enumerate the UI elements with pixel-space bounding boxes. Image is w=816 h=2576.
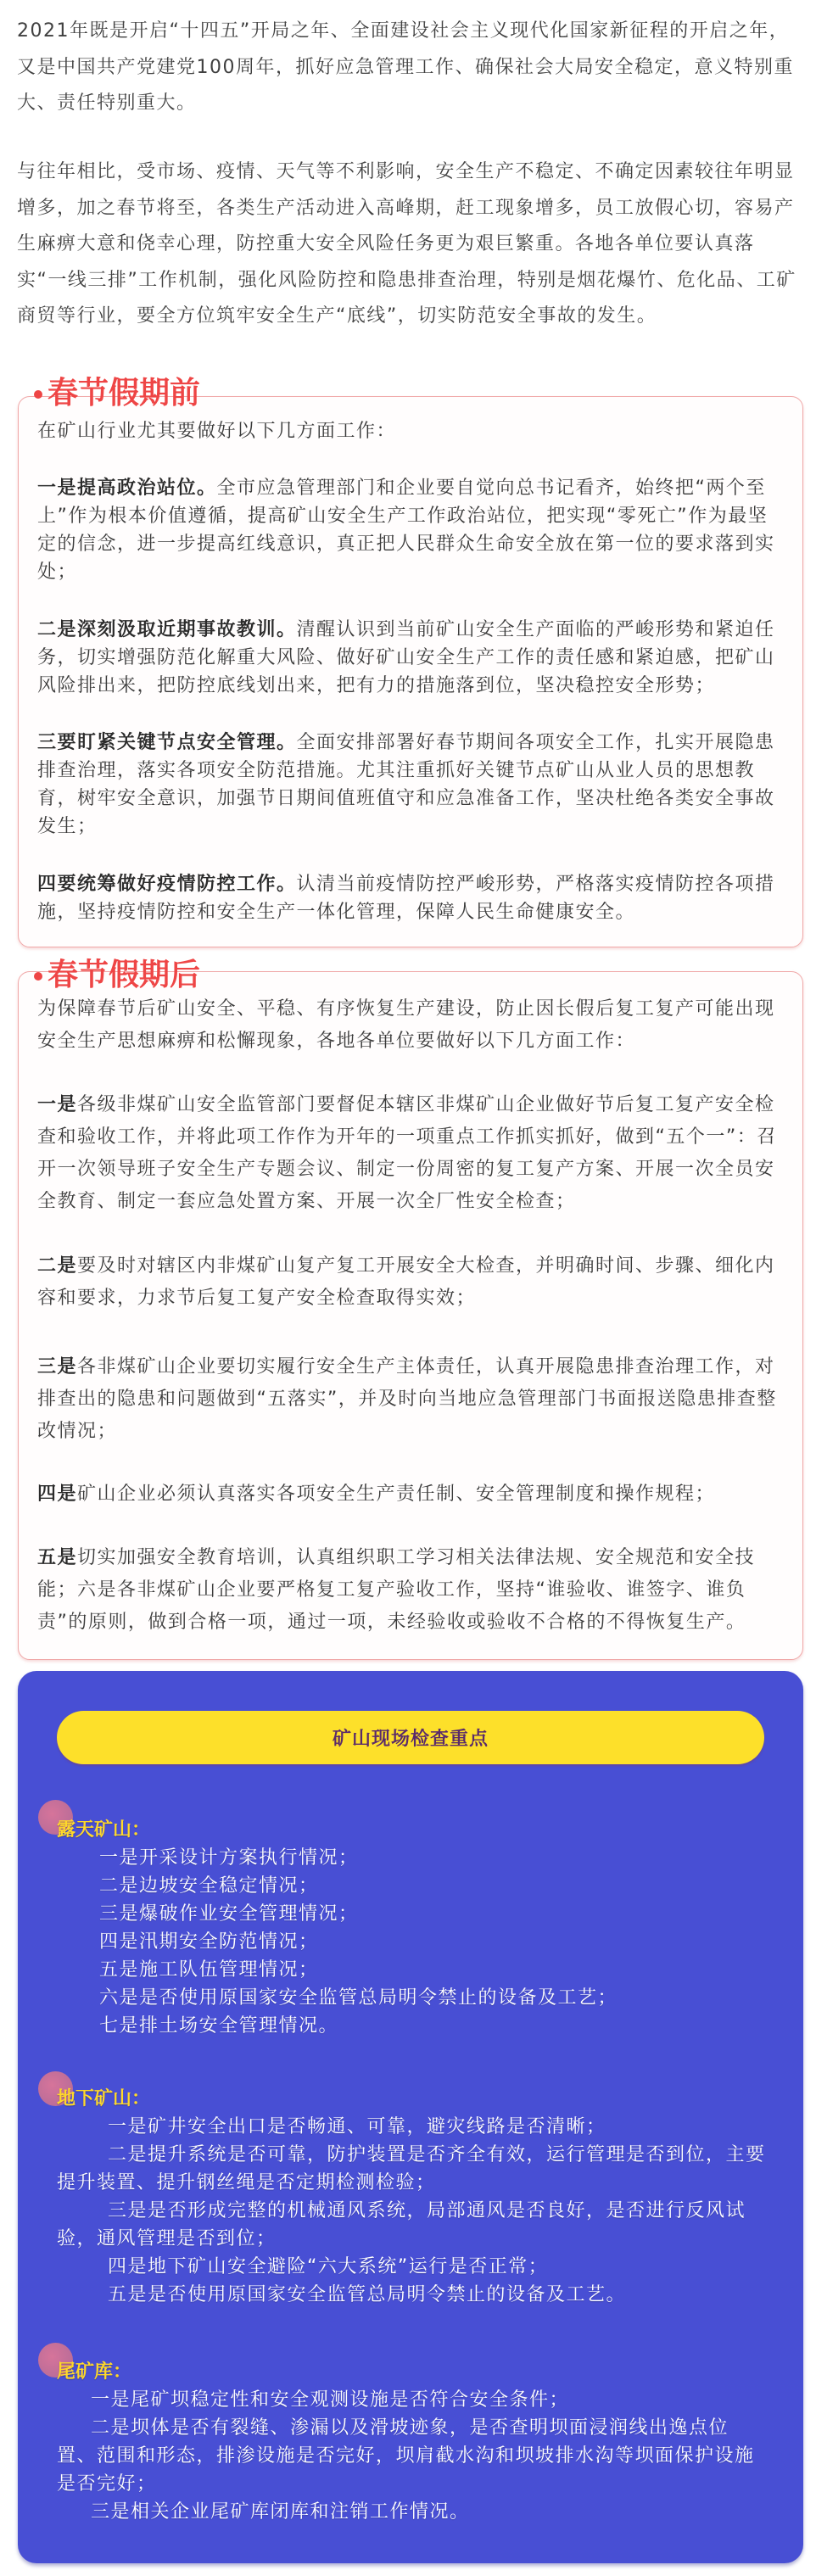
item-text: 要及时对辖区内非煤矿山复产复工开展安全大检查，并明确时间、步骤、细化内容和要求，力求节后复工复产安全检查取得实效； [37, 1255, 775, 1309]
list-item [37, 1089, 784, 1218]
underground-list [57, 2113, 766, 2309]
item-lead: 二是深刻汲取近期事故教训。 [37, 619, 297, 640]
list-item: 七是排土场安全管理情况。 [99, 2015, 339, 2037]
after-intro: 为保障春节后矿山安全、平稳、有序恢复生产建设，防止因长假后复工复产可能出现安全生产思想麻痹和松懈现象，各地各单位要做好以下几方面工作： [37, 998, 775, 1052]
bullet-dot-icon [34, 972, 42, 981]
inspection-title: 矿山现场检查重点 [332, 1729, 489, 1750]
item-text: 各级非煤矿山安全监管部门要督促本辖区非煤矿山企业做好节后复工复产安全检查和验收工作，并将此项工作作为开年的一项重点工作抓实抓好，做到“五个一”：召开一次领导班子安全生产专题会议、制定一份周密的复工复产方案、开展一次全员安全教育、制定一套应急处置方案、开展一次全厂性安全检查； [37, 1094, 777, 1212]
list-item: 四是汛期安全防范情况； [99, 1931, 319, 1953]
item-lead: 四要统筹做好疫情防控工作。 [37, 874, 297, 895]
item-lead: 三要盯紧关键节点安全管理。 [37, 732, 297, 753]
after-holiday-heading [34, 957, 200, 994]
list-item [37, 616, 784, 700]
list-item: 三是相关企业尾矿库闭库和注销工作情况。 [91, 2501, 470, 2523]
list-item: 四是地下矿山安全避险“六大系统”运行是否正常； [108, 2256, 549, 2277]
intro-paragraph: 与往年相比，受市场、疫情、天气等不利影响，安全生产不稳定、不确定因素较往年明显增多，加之春节将至，各类生产活动进入高峰期，赶工现象增多，员工放假心切，容易产生麻痹大意和侥幸心理，防控重大安全风险任务更为艰巨繁重。各地各单位要认真落实“一线三排”工作机制，强化风险防控和隐患排查治理，特别是烟花爆竹、危化品、工矿商贸等行业，要全方位筑牢安全生产“底线”，切实防范安全事故的发生。 [17, 161, 796, 327]
item-text: 认清当前疫情防控严峻形势，严格落实疫情防控各项措施，坚持疫情防控和安全生产一体化管理，保障人民生命健康安全。 [37, 874, 775, 923]
list-item: 二是提升系统是否可靠，防护装置是否齐全有效，运行管理是否到位，主要提升装置、提升钢丝绳是否定期检测检验； [57, 2144, 766, 2193]
list-item: 五是施工队伍管理情况； [99, 1959, 319, 1981]
item-lead: 二是 [37, 1255, 78, 1277]
list-item [37, 1542, 784, 1639]
item-text: 矿山企业必须认真落实各项安全生产责任制、安全管理制度和操作规程； [77, 1484, 716, 1505]
open-pit-label: 露天矿山： [57, 1819, 151, 1841]
list-item: 六是是否使用原国家安全监管总局明令禁止的设备及工艺； [99, 1987, 618, 2009]
before-holiday-heading [34, 375, 200, 412]
list-item: 一是尾矿坝稳定性和安全观测设施是否符合安全条件； [91, 2389, 570, 2411]
tailings-label: 尾矿库： [57, 2361, 132, 2383]
list-item: 一是矿井安全出口是否畅通、可靠，避灾线路是否清晰； [108, 2116, 606, 2137]
heading-text: 春节假期后 [48, 958, 201, 992]
item-text: 全面安排部署好春节期间各项安全工作，扎实开展隐患排查治理，落实各项安全防范措施。尤其注重抓好关键节点矿山从业人员的思想教育，树牢安全意识，加强节日期间值班值守和应急准备工作，坚决杜绝各类安全事故发生； [37, 732, 775, 837]
before-intro: 在矿山行业尤其要做好以下几方面工作： [37, 421, 397, 442]
item-text: 各非煤矿山企业要切实履行安全生产主体责任，认真开展隐患排查治理工作，对排查出的隐患和问题做到“五落实”，并及时向当地应急管理部门书面报送隐患排查整改情况； [37, 1356, 777, 1442]
heading-text: 春节假期前 [48, 376, 201, 411]
item-text: 清醒认识到当前矿山安全生产面临的严峻形势和紧迫任务，切实增强防范化解重大风险、做好矿山安全生产工作的责任感和紧迫感，把矿山风险排出来，把防控底线划出来，把有力的措施落到位，坚决稳控安全形势； [37, 619, 775, 696]
list-item: 三是是否形成完整的机械通风系统，局部通风是否良好，是否进行反风试验，通风管理是否到位； [57, 2200, 746, 2249]
item-lead: 五是 [37, 1547, 78, 1568]
list-item [37, 729, 784, 841]
item-lead: 一是 [37, 1094, 78, 1115]
list-item [37, 1478, 784, 1511]
list-item: 三是爆破作业安全管理情况； [99, 1903, 359, 1925]
item-lead: 一是提高政治站位。 [37, 478, 217, 499]
item-lead: 三是 [37, 1356, 78, 1377]
underground-label: 地下矿山： [57, 2088, 151, 2109]
list-item [37, 1250, 784, 1315]
item-lead: 四是 [37, 1484, 78, 1505]
list-item: 五是是否使用原国家安全监管总局明令禁止的设备及工艺。 [108, 2284, 627, 2305]
list-item: 一是开采设计方案执行情况； [99, 1847, 359, 1869]
list-item [37, 1351, 784, 1448]
item-text: 切实加强安全教育培训，认真组织职工学习相关法律法规、安全规范和安全技能；六是各非煤矿山企业要严格复工复产验收工作，坚持“谁验收、谁签字、谁负责”的原则，做到合格一项，通过一项，未经验收或验收不合格的不得恢复生产。 [37, 1547, 756, 1633]
list-item: 二是坝体是否有裂缝、渗漏以及滑坡迹象，是否查明坝面浸润线出逸点位置、范围和形态，排渗设施是否完好，坝肩截水沟和坝坡排水沟等坝面保护设施是否完好； [57, 2417, 755, 2495]
intro-paragraph: 2021年既是开启“十四五”开局之年、全面建设社会主义现代化国家新征程的开启之年，又是中国共产党建党100周年，抓好应急管理工作、确保社会大局安全稳定，意义特别重大、责任特别重大。 [17, 20, 794, 114]
list-item [37, 870, 784, 926]
item-text: 全市应急管理部门和企业要自觉向总书记看齐，始终把“两个至上”作为根本价值遵循，提高矿山安全生产工作政治站位，把实现“零死亡”作为最坚定的信念，进一步提高红线意识，真正把人民群众生命安全放在第一位的要求落到实处； [37, 478, 775, 583]
list-item: 二是边坡安全稳定情况； [99, 1875, 319, 1897]
open-pit-list [99, 1844, 618, 2040]
tailings-list [57, 2386, 766, 2526]
inspection-title-banner [57, 1711, 764, 1764]
bullet-dot-icon [34, 390, 42, 399]
list-item [37, 474, 784, 586]
